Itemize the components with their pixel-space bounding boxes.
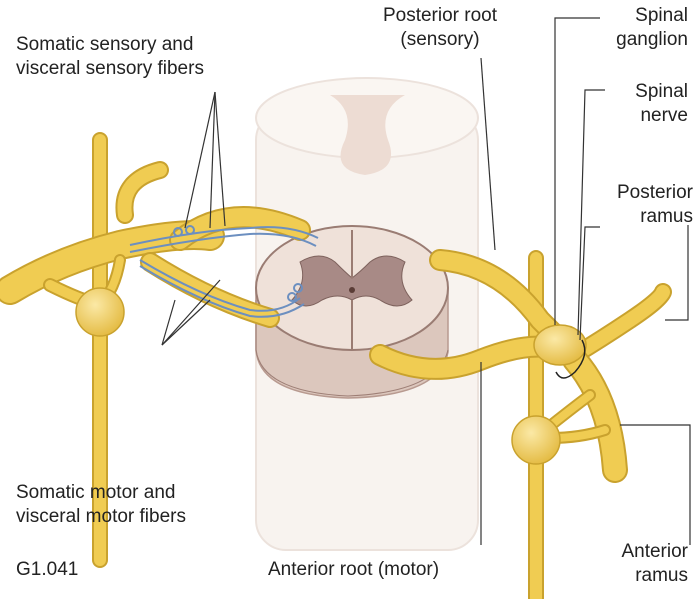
label-somatic-motor-line2: visceral motor fibers	[16, 506, 186, 527]
label-posterior-root-line2: (sensory)	[400, 29, 480, 50]
label-spinal-ganglion	[596, 4, 688, 52]
label-somatic-sensory-line1: Somatic sensory and	[16, 34, 194, 55]
label-somatic-motor-line1: Somatic motor and	[16, 482, 176, 503]
label-spinal-ganglion-line1: Spinal	[635, 5, 688, 26]
label-posterior-ramus	[590, 181, 693, 229]
label-anterior-ramus-line1: Anterior	[621, 541, 688, 562]
label-somatic-sensory-line2: visceral sensory fibers	[16, 58, 204, 79]
label-anterior-ramus-line2: ramus	[635, 565, 688, 586]
right-ganglion	[512, 416, 560, 464]
label-anterior-ramus	[596, 540, 688, 588]
label-spinal-nerve	[596, 80, 688, 128]
label-anterior-root: Anterior root (motor)	[268, 559, 440, 580]
left-ganglion	[76, 288, 124, 336]
label-spinal-ganglion-line2: ganglion	[616, 29, 688, 50]
label-somatic-motor	[16, 481, 186, 529]
label-spinal-nerve-line1: Spinal	[635, 81, 688, 102]
label-spinal-nerve-line2: nerve	[640, 105, 688, 126]
label-somatic-sensory	[16, 33, 204, 81]
label-posterior-root	[360, 4, 520, 52]
label-posterior-ramus-line2: ramus	[640, 206, 693, 227]
label-posterior-ramus-line1: Posterior	[616, 182, 693, 203]
label-posterior-root-line1: Posterior root	[382, 5, 498, 26]
figure-id: G1.041	[16, 559, 79, 580]
